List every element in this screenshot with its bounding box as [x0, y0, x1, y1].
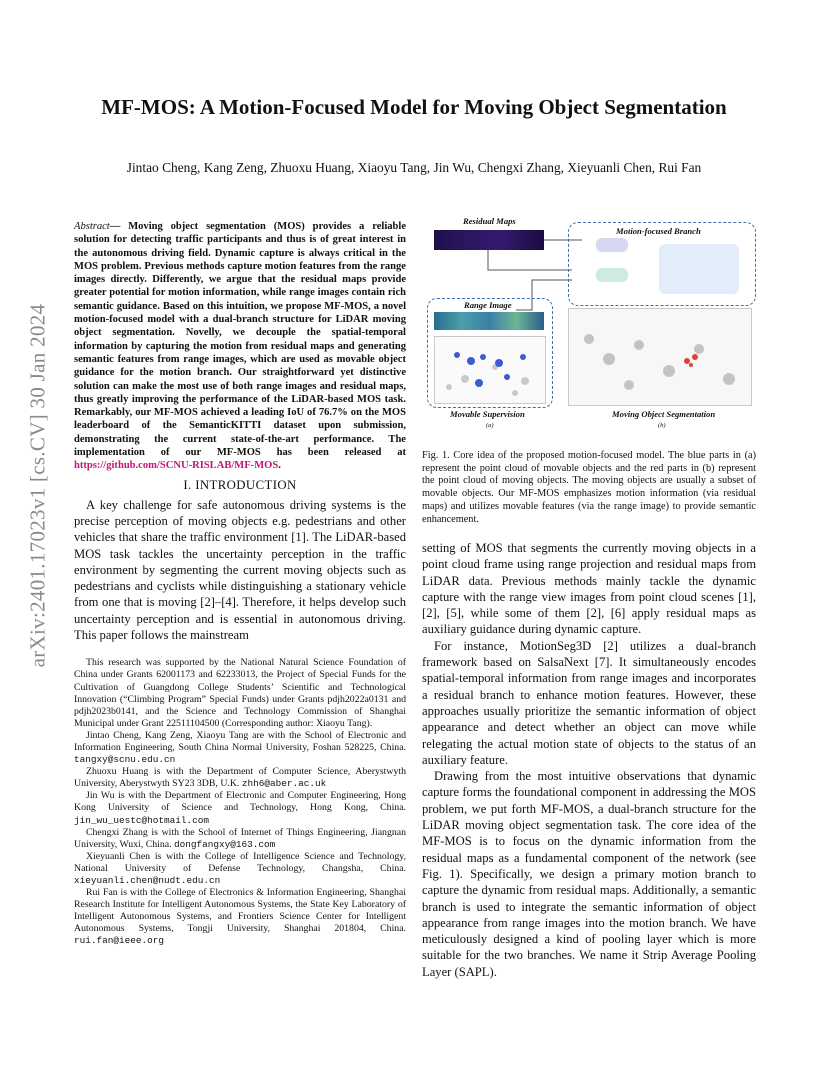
- left-column: [74, 220, 406, 948]
- affiliation-text: Zhuoxu Huang is with the Department of Computer Science, Aberystwyth University, Aberystwyth SY23 3DB, U.K.: [74, 766, 406, 790]
- affiliation-text: Chengxi Zhang is with the School of Internet of Things Engineering, Jiangnan University, Wuxi, China.: [74, 826, 406, 850]
- footnote-affiliation-6: [74, 887, 406, 947]
- motion-branch-module: [659, 244, 739, 294]
- branch-feature-block: [596, 268, 628, 282]
- point-cloud-a: [435, 337, 545, 403]
- footnote-affiliation-3: [74, 790, 406, 826]
- abstract-end: .: [278, 460, 281, 472]
- email-address: tangxy@scnu.edu.cn: [74, 754, 176, 766]
- paper-title: MF-MOS: A Motion-Focused Model for Moving Object Segmentation: [101, 95, 727, 119]
- footnote-affiliation-4: [74, 827, 406, 851]
- abstract: [74, 220, 406, 473]
- moving-object-point-cloud-panel: [568, 308, 752, 406]
- arxiv-identifier-stamp: [22, 290, 54, 680]
- subfigure-b-label: (b): [658, 422, 666, 429]
- abstract-text: — Moving object segmentation (MOS) provides a reliable solution for detecting traffic participants and thus is of great interest in the autonomous driving field. Dynamic capture is always critical in the MOS problem. Previous methods capture motion features from the range images directly. Differently, we argue that the residual maps provide greater potential for motion information, while range images contain rich semantic guidance. Based on this intuition, we propose MF-MOS, a novel motion-focused model with a dual-branch structure for LiDAR moving object segmentation. Novelly, we decouple the spatial-temporal information by capturing the motion from residual maps and generating semantic features from range images, which are used as movable object guidance for the motion branch. Our straightforward yet distinctive solution can make the most use of both range images and residual maps, thus greatly improving the performance of the LiDAR-based MOS task. Remarkably, our MF-MOS achieved a leading IoU of 76.7% on the MOS leaderboard of the SemanticKITTI dataset upon submission, demonstrating the current state-of-the-art performance. The implementation of our MF-MOS has been released at: [74, 221, 406, 459]
- email-address: dongfangxy@163.com: [174, 838, 276, 850]
- footnote-funding: This research was supported by the National Natural Science Foundation of China under Grants 62001173 and 62233013, the Project of Special Funds for the Cultivation of Guangdong College Students’ Scientific and Technological Innovation (“Climbing Program” Special Funds) under Grants pdjh2022a0131 and pdjh2023b0141, and the Science and Technology Commission of Shanghai Municipal under Grant 22511104500 (Corresponding author: Xiaoyu Tang).: [74, 657, 406, 729]
- arxiv-identifier-text: arXiv:2401.17023v1 [cs.CV] 30 Jan 2024: [25, 303, 50, 667]
- footnote-affiliation-1: [74, 730, 406, 766]
- figure-1-caption: Fig. 1. Core idea of the proposed motion-focused model. The blue parts in (a) represent the point cloud of movable objects and the red parts in (b) represent the point cloud of moving objects. The moving objects are usually a subset of movable objects. Our MF-MOS emphasizes motion information (via residual maps) and utilizes movable features (via the range image) to provide semantic enhancement.: [422, 450, 756, 525]
- label-movable-supervision: Movable Supervision: [450, 409, 525, 419]
- point-cloud-b: [569, 309, 751, 405]
- right-column: [422, 540, 756, 980]
- email-address: xieyuanli.chen@nudt.edu.cn: [74, 875, 221, 886]
- affiliation-text: Jintao Cheng, Kang Zeng, Xiaoyu Tang are with the School of Electronic and Information Engineering, South China Normal University, Foshan 528225, China.: [74, 729, 406, 753]
- figure-1: [422, 212, 756, 444]
- footnote-affiliation-2: [74, 766, 406, 790]
- intro-paragraph-1: A key challenge for safe autonomous driving systems is the precise perception of moving objects e.g. pedestrians and other vehicles that share the traffic environment [1]. The LiDAR-based MOS task tackles the uncertainty perception in the traffic environment by segmenting the current moving objects such as pedestrians and cyclists while distinguishing a stationary vehicle from one that is moving [2]–[4]. Therefore, it helps develop such uncertainty perception and is essential in autonomous driving. This paper follows the mainstream: [74, 497, 406, 643]
- branch-feature-block: [596, 238, 628, 252]
- author-list: Jintao Cheng, Kang Zeng, Zhuoxu Huang, Xiaoyu Tang, Jin Wu, Chengxi Zhang, Xieyuanli Chen, Rui Fan: [126, 160, 702, 175]
- intro-paragraph-2: setting of MOS that segments the currently moving objects in a point cloud frame using range projection and residual maps from LiDAR data. Previous methods mainly tackle the dynamic capture with the range view images from point cloud scenes [1], [2], [5], while some of them [2], [6] apply residual maps as auxiliary guidance during dynamic capture.: [422, 541, 756, 637]
- email-address: rui.fan@ieee.org: [74, 935, 165, 947]
- github-link[interactable]: https://github.com/SCNU-RISLAB/MF-MOS: [74, 460, 279, 472]
- affiliation-text: Jin Wu is with the Department of Electronic and Computer Engineering, Hong Kong University of Science and Technology, Hong Kong, China.: [74, 790, 406, 814]
- label-residual-maps: Residual Maps: [463, 216, 516, 226]
- affiliation-text: Xieyuanli Chen is with the College of Intelligence Science and Technology, National University of Defense Technology, Changsha, China.: [74, 850, 406, 874]
- email-address: jin_wu_uestc@hotmail.com: [74, 814, 210, 826]
- label-range-image: Range Image: [464, 300, 512, 310]
- section-heading-introduction: I. INTRODUCTION: [183, 477, 297, 492]
- email-address: zhh6@aber.ac.uk: [241, 778, 327, 790]
- label-motion-focused-branch: Motion-focused Branch: [616, 226, 701, 236]
- subfigure-a-label: (a): [486, 422, 494, 429]
- intro-paragraph-4: Drawing from the most intuitive observations that dynamic capture forms the foundational component in addressing the MOS problem, we put forth MF-MOS, a dual-branch structure for the LiDAR moving object segmentation task. The core idea of the MF-MOS is to focus on the dynamic information from the residual maps as a fundamental component of the network (see Fig. 1). Specifically, we design a primary motion branch to capture the dynamic from residual maps. Additionally, a semantic branch is used to integrate the semantic information of object appearance from range images into the motion branch. We have meticulously designed a kind of pooling layer which is more suitable for the two branches. We name it Strip Average Pooling Layer (SAPL).: [422, 769, 756, 979]
- footnote-affiliation-5: [74, 851, 406, 887]
- footnotes: [74, 657, 406, 947]
- abstract-lead: Abstract: [74, 221, 110, 232]
- residual-map-image: [434, 230, 544, 250]
- movable-point-cloud-panel: [434, 336, 546, 404]
- intro-paragraph-3: For instance, MotionSeg3D [2] utilizes a dual-branch framework based on SalsaNext [7]. It simultaneously encodes spatial-temporal information from range images and incorporates a residual branch to enhance motion features. However, these approaches usually prioritize the semantic information of object appearance and detect whether an object can move while relegating the actual motion state of objects to the status of an auxiliary feature.: [422, 638, 756, 767]
- affiliation-text: Rui Fan is with the College of Electronics & Information Engineering, Shanghai Research Institute for Intelligent Autonomous Systems, the State Key Laboratory of Intelligent Autonomous Systems, and Frontiers Science Center for Intelligent Autonomous Systems, Tongji University, Shanghai 201804, China.: [74, 887, 406, 935]
- range-image-strip: [434, 312, 544, 330]
- label-moving-object-segmentation: Moving Object Segmentation: [612, 409, 716, 419]
